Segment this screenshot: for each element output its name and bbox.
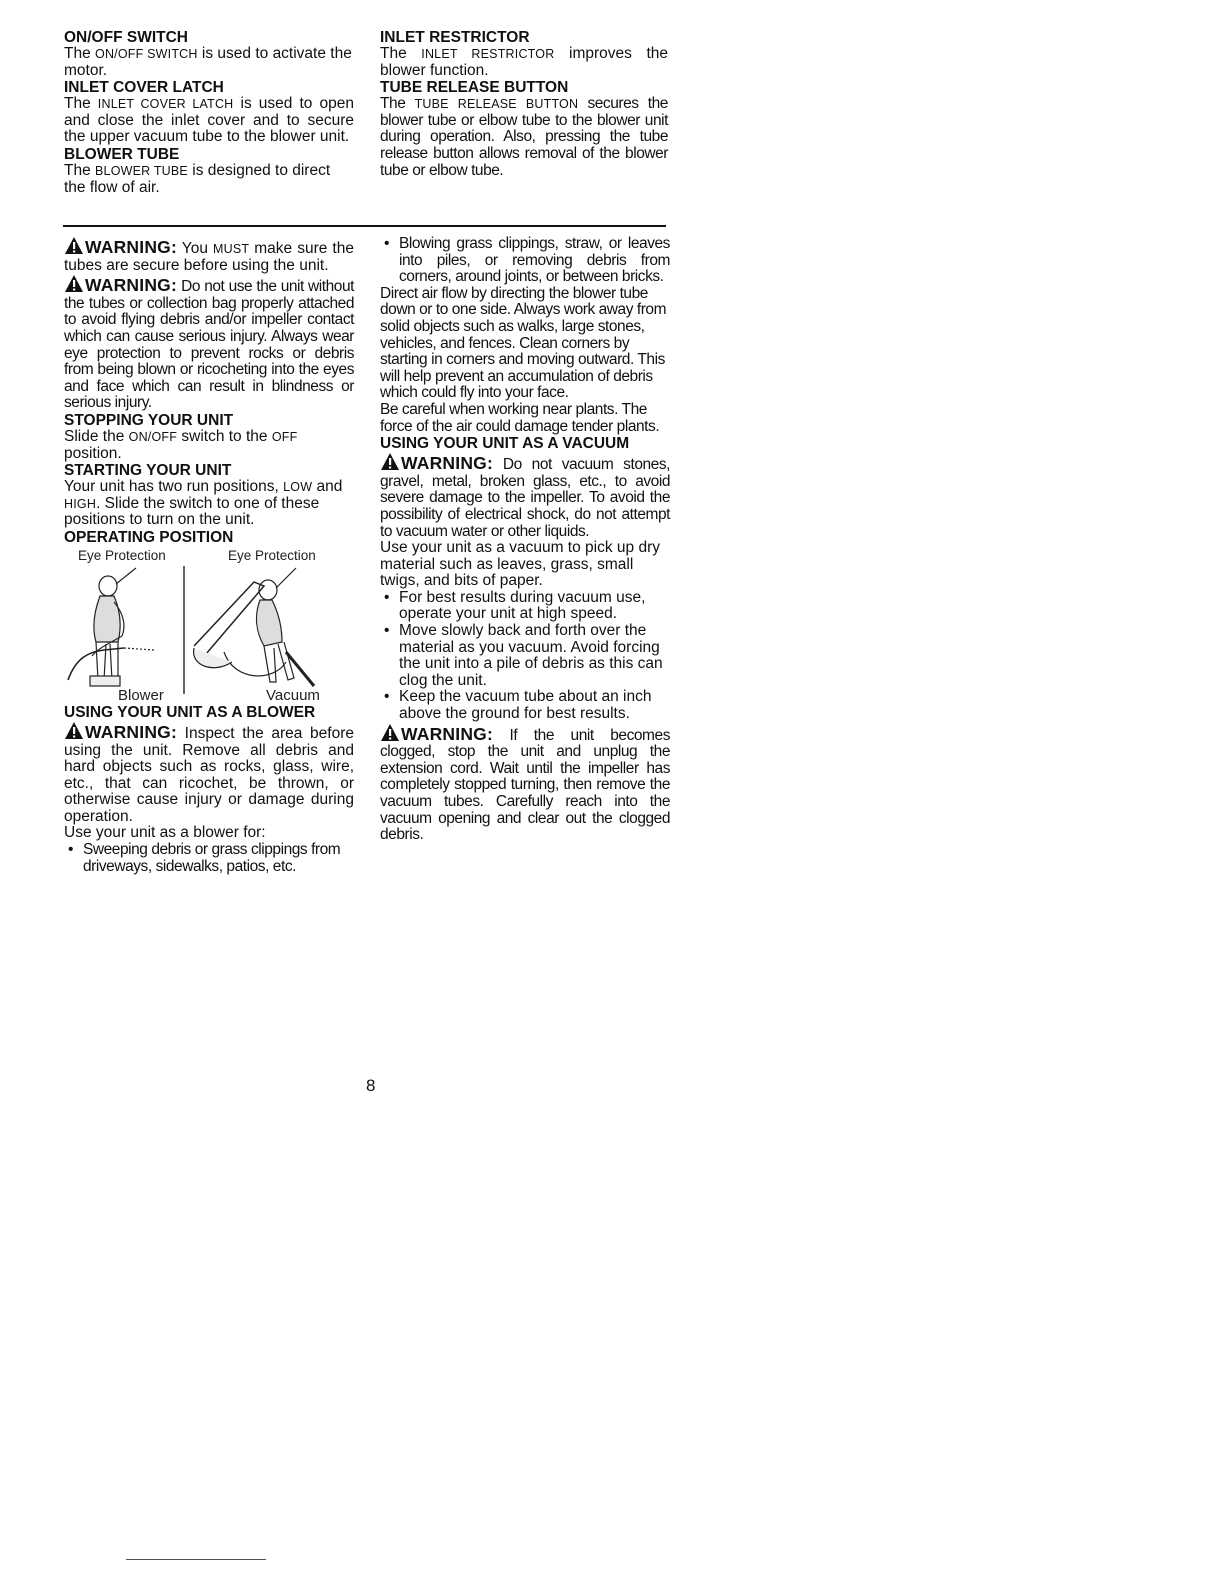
tube-release-button-text: The TUBE RELEASE BUTTON secures the blower tube or elbow tube to the blower unit during operation. Also, pressing the tube release button allows removal of the blower tube or elbow tube. — [380, 95, 668, 179]
warning-unit-clogged: WARNING: If the unit becomes clogged, stop the unit and unplug the extension cord. Wait until the impeller has completely stopped turning, then remove the vacuum tubes. Carefully reach into the vacuum opening and clear out the clogged debris. — [380, 723, 670, 844]
vacuum-operator-icon — [194, 568, 314, 686]
warning-tubes-attached: WARNING: Do not use the unit without the tubes or collection bag properly attached to avoid flying debris and/or impeller contact which can cause serious injury. Always wear eye protection to prevent rocks or debris from being blown or ricocheting into the eyes and face which can result in blindness or serious injury. — [64, 275, 354, 412]
list-item: • Sweeping debris or grass clippings from driveways, sidewalks, patios, etc. — [64, 842, 354, 875]
tube-release-button-heading: TUBE RELEASE BUTTON — [380, 79, 569, 97]
inlet-cover-latch-heading: INLET COVER LATCH — [64, 79, 224, 97]
warning-icon — [64, 274, 84, 293]
on-off-switch-text: The ON/OFF SWITCH is used to activate the motor. — [64, 45, 352, 79]
careful-near-plants-text: Be careful when working near plants. The force of the air could damage tender plants. — [380, 400, 660, 435]
warning-do-not-vacuum: WARNING: Do not vacuum stones, gravel, metal, broken glass, etc., to avoid severe damage to the impeller. To avoid the possibility of electrical shock, do not attempt to vacuum water or other liquids. — [380, 453, 670, 540]
inlet-restrictor-text: The INLET RESTRICTOR improves the blower function. — [380, 45, 668, 79]
warning-tubes-secure: WARNING: You MUST make sure the tubes are secure before using the unit. — [64, 237, 354, 274]
section-divider — [63, 225, 666, 227]
starting-your-unit-text: Your unit has two run positions, LOW and HIGH. Slide the switch to one of these positions to turn on the unit. — [64, 478, 343, 529]
list-item: • Keep the vacuum tube about an inch above the ground for best results. — [380, 689, 670, 722]
blower-operator-icon — [68, 568, 154, 686]
use-as-vacuum-text: Use your unit as a vacuum to pick up dry material such as leaves, grass, small twigs, and bits of paper. — [380, 539, 660, 590]
top-right-column — [380, 29, 668, 179]
eye-protection-label-left: Eye Protection — [78, 547, 166, 563]
list-item: • For best results during vacuum use, operate your unit at high speed. — [380, 590, 670, 623]
stopping-your-unit-text: Slide the ON/OFF switch to the OFF position. — [64, 427, 298, 462]
operating-position-figure — [64, 548, 344, 704]
operator-illustration — [64, 562, 344, 702]
blower-uses-list — [64, 842, 354, 875]
warning-icon — [64, 236, 84, 255]
blower-tube-text: The BLOWER TUBE is designed to direct the flow of air. — [64, 161, 331, 196]
eye-protection-label-right: Eye Protection — [228, 547, 316, 563]
left-column — [64, 236, 354, 875]
on-off-switch-heading: ON/OFF SWITCH — [64, 29, 188, 46]
list-item: • Blowing grass clippings, straw, or leaves into piles, or removing debris from corners, around joints, or between bricks. — [380, 236, 670, 286]
stopping-your-unit-heading: STOPPING YOUR UNIT — [64, 411, 234, 429]
warning-icon — [380, 723, 400, 742]
using-unit-as-blower-heading: USING YOUR UNIT AS A BLOWER — [64, 703, 316, 721]
use-as-blower-intro: Use your unit as a blower for: — [64, 824, 266, 842]
right-column — [380, 236, 670, 844]
warning-icon — [380, 452, 400, 471]
inlet-restrictor-heading: INLET RESTRICTOR — [380, 29, 530, 46]
using-unit-as-vacuum-heading: USING YOUR UNIT AS A VACUUM — [380, 435, 630, 453]
blower-tube-heading: BLOWER TUBE — [64, 145, 180, 163]
blower-uses-list-continued — [380, 236, 670, 286]
vacuum-label: Vacuum — [266, 686, 320, 704]
direct-air-flow-text: Direct air flow by directing the blower tube down or to one side. Always work away from solid objects such as walks, large stones, vehicles, and fences. Clean corners by starting in corners and moving outward. This will help prevent an accumulation of debris which could fly into your face. — [380, 284, 667, 402]
starting-your-unit-heading: STARTING YOUR UNIT — [64, 462, 232, 480]
inlet-cover-latch-text: The INLET COVER LATCH is used to open and close the inlet cover and to secure the upper vacuum tube to the blower unit. — [64, 95, 354, 146]
blower-label: Blower — [118, 686, 164, 704]
page-number: 8 — [366, 1076, 376, 1095]
footer-line — [126, 1559, 266, 1560]
warning-inspect-area: WARNING: Inspect the area before using the unit. Remove all debris and hard objects such as rocks, glass, wire, etc., that can ricochet, be thrown, or otherwise cause injury or damage during operation. — [64, 721, 354, 825]
operating-position-heading: OPERATING POSITION — [64, 528, 234, 546]
warning-icon — [64, 721, 84, 740]
top-left-column — [64, 29, 354, 196]
vacuum-tips-list — [380, 590, 670, 723]
list-item: • Move slowly back and forth over the material as you vacuum. Avoid forcing the unit into a pile of debris as this can clog the unit. — [380, 623, 670, 689]
